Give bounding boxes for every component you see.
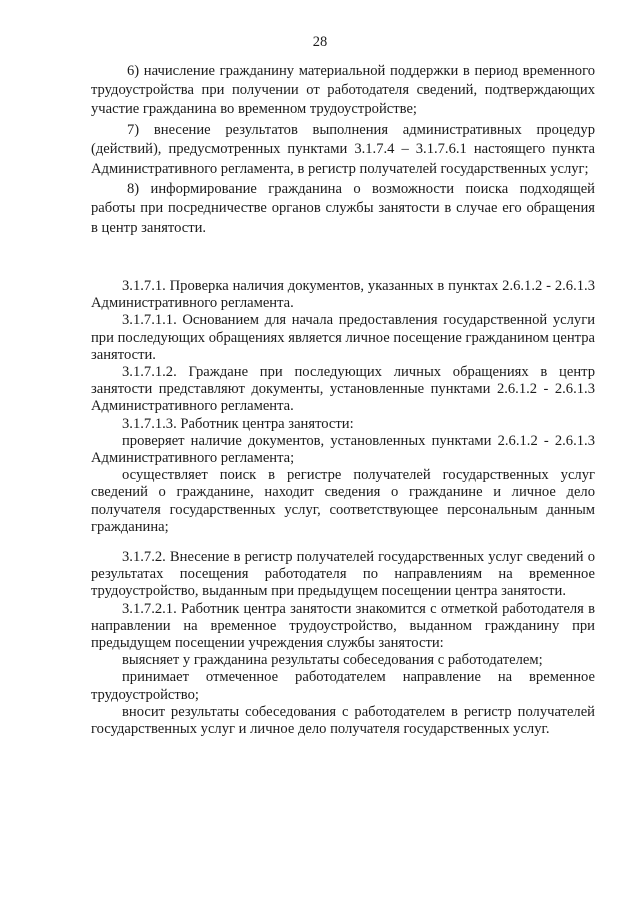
paragraph-3-1-7-2-1: 3.1.7.2.1. Работник центра занятости знакомится с отметкой работодателя в направлении на временное трудоустройство, выданном гражданину при предыдущем посещении учреждения службы занятости: <box>91 600 595 652</box>
paragraph-search-registry: осуществляет поиск в регистре получателей государственных услуг сведений о гражданине, находит сведения о гражданине и личное дело получателя государственных услуг, соответствующее персональным данным гражданина; <box>91 467 595 535</box>
section-3-1-7-1 <box>91 278 595 536</box>
paragraph-enter-results: вносит результаты собеседования с работодателем в регистр получателей государственных услуг и личное дело получателя государственных услуг. <box>91 703 595 738</box>
paragraph-3-1-7-1-1: 3.1.7.1.1. Основанием для начала предоставления государственной услуги при последующих обращениях является личное посещение гражданином центра занятости. <box>91 312 595 363</box>
list-item-6: 6) начисление гражданину материальной поддержки в период временного трудоустройства при получении от работодателя сведений, подтверждающих участие гражданина во временном трудоустройстве; <box>91 63 595 118</box>
section-heading-3-1-7-1: 3.1.7.1. Проверка наличия документов, указанных в пунктах 2.6.1.2 - 2.6.1.3 Административного регламента. <box>91 278 595 312</box>
paragraph-interview-results: выясняет у гражданина результаты собеседования с работодателем; <box>122 652 543 669</box>
page-number: 28 <box>312 34 328 50</box>
list-item-7: 7) внесение результатов выполнения административных процедур (действий), предусмотренных пунктами 3.1.7.4 – 3.1.7.6.1 настоящего пункта Административного регламента, в регистр получателей государственных услуг; <box>91 122 595 177</box>
section-heading-3-1-7-2: 3.1.7.2. Внесение в регистр получателей государственных услуг сведений о результатах посещения работодателя по направлениям на временное трудоустройство, выданным при предыдущем посещении центра занятости. <box>91 549 595 600</box>
paragraph-3-1-7-1-2: 3.1.7.1.2. Граждане при последующих личных обращениях в центр занятости представляют документы, установленные пунктами 2.6.1.2 - 2.6.1.3 Административного регламента. <box>91 364 595 415</box>
section-3-1-7-2 <box>91 549 595 738</box>
procedure-list <box>91 62 595 239</box>
paragraph-accept-referral: принимает отмеченное работодателем направление на временное трудоустройство; <box>91 669 595 703</box>
paragraph-check-documents: проверяет наличие документов, установленных пунктами 2.6.1.2 - 2.6.1.3 Административного регламента; <box>91 432 595 467</box>
paragraph-3-1-7-1-3: 3.1.7.1.3. Работник центра занятости: <box>122 415 354 432</box>
list-item-8: 8) информирование гражданина о возможности поиска подходящей работы при посредничестве органов службы занятости в случае его обращения в центр занятости. <box>91 181 595 236</box>
